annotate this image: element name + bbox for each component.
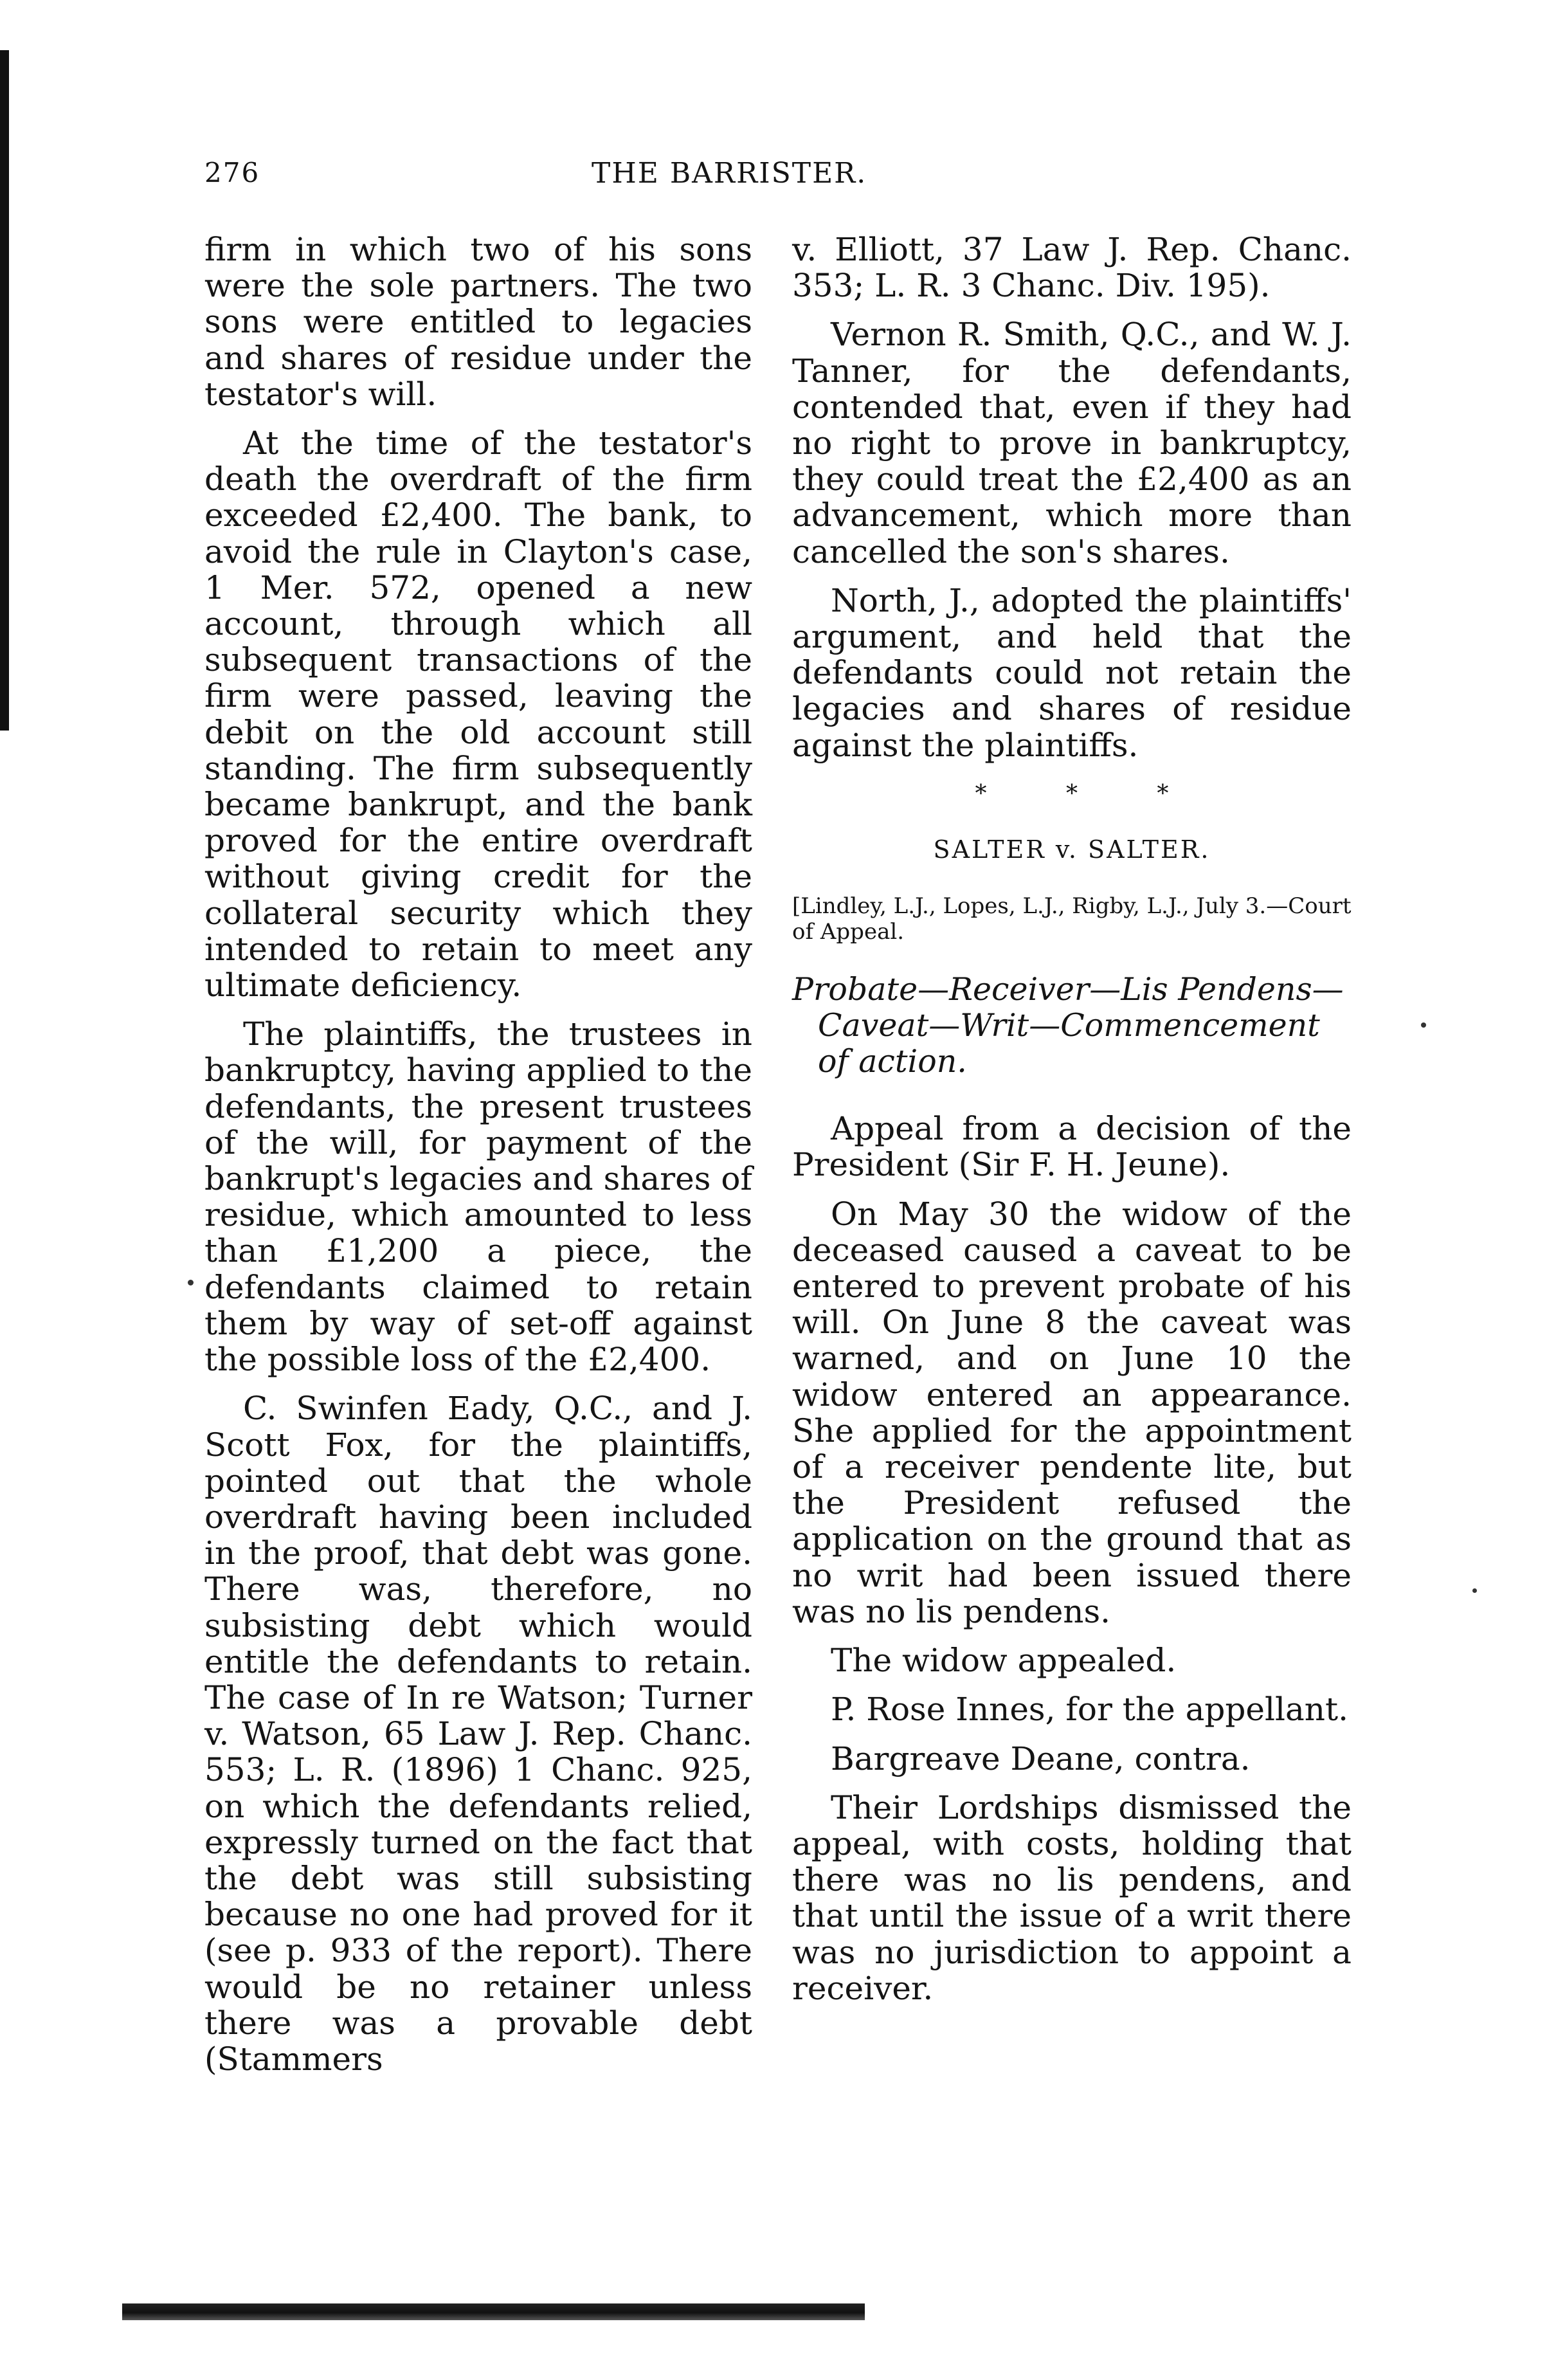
scan-speck: [1421, 1022, 1426, 1028]
left-column: [204, 232, 752, 2090]
paragraph-continuation: v. Elliott, 37 Law J. Rep. Chanc. 353; L. R. 3 Chanc. Div. 195).: [792, 231, 1352, 305]
paragraph: The plaintiffs, the trustees in bankruptcy, having applied to the defendants, the present trustees of the will, for payment of the bankrupt's legacies and shares of residue, which amounted to less than £1,200 a piece, the defendants claimed to retain them by way of set-off against the possible loss of the £2,400.: [204, 1015, 752, 1379]
coram-line: [Lindley, L.J., Lopes, L.J., Rigby, L.J., July 3.—Court of Appeal.: [792, 893, 1352, 945]
paragraph: Bargreave Deane, contra.: [831, 1740, 1251, 1777]
paragraph: Appeal from a decision of the President (Sir F. H. Jeune).: [792, 1110, 1352, 1184]
paragraph: On May 30 the widow of the deceased caused a caveat to be entered to prevent probate of his will. On June 8 the caveat was warned, and on June 10 the widow entered an appearance. She applied for the appointment of a receiver pendente lite, but the President refused the application on the ground that as no writ had been issued there was no lis pendens.: [792, 1195, 1352, 1630]
scan-bottom-edge: [122, 2303, 865, 2320]
case-title: SALTER v. SALTER.: [933, 835, 1211, 864]
paragraph: P. Rose Innes, for the appellant.: [831, 1691, 1348, 1729]
right-column: [792, 232, 1352, 2019]
running-title: THE BARRISTER.: [592, 157, 867, 190]
paragraph: Vernon R. Smith, Q.C., and W. J. Tanner, for the defendants, contended that, even if they had no right to prove in bankruptcy, they could treat the £2,400 as an advancement, which more than cancelled the son's shares.: [792, 316, 1352, 570]
paragraph: Their Lordships dismissed the appeal, with costs, holding that there was no lis pendens, and that until the issue of a writ there was no jurisdiction to appoint a receiver.: [792, 1788, 1352, 2007]
paragraph: firm in which two of his sons were the sole partners. The two sons were entitled to legacies and shares of residue under the testator's will.: [204, 231, 752, 413]
paragraph: North, J., adopted the plaintiffs' argument, and held that the defendants could not retain the legacies and shares of residue against the plaintiffs.: [792, 581, 1352, 764]
section-separator: * * *: [975, 780, 1205, 807]
page-number: 276: [204, 157, 260, 188]
paragraph: At the time of the testator's death the overdraft of the firm exceeded £2,400. The bank, to avoid the rule in Clayton's case, 1 Mer. 572, opened a new account, through which all subsequent transactions of the firm were passed, leaving the debit on the old account still standing. The firm subsequently became bankrupt, and the bank proved for the entire overdraft without giving credit for the collateral security which they intended to retain to meet any ultimate deficiency.: [204, 424, 752, 1004]
scan-left-edge: [0, 50, 9, 731]
scan-speck: [188, 1280, 194, 1285]
headnote: Probate—Receiver—Lis Pendens—Caveat—Writ—Commencement of action.: [792, 971, 1344, 1080]
paragraph: The widow appealed.: [831, 1642, 1177, 1680]
scan-speck: [1472, 1588, 1477, 1593]
paragraph: C. Swinfen Eady, Q.C., and J. Scott Fox, for the plaintiffs, pointed out that the whole overdraft having been included in the proof, that debt was gone. There was, therefore, no subsisting debt which would entitle the defendants to retain. The case of In re Watson; Turner v. Watson, 65 Law J. Rep. Chanc. 553; L. R. (1896) 1 Chanc. 925, on which the defendants relied, expressly turned on the fact that the debt was still subsisting because no one had proved for it (see p. 933 of the report). There would be no retainer unless there was a provable debt (Stammers: [204, 1390, 752, 2078]
